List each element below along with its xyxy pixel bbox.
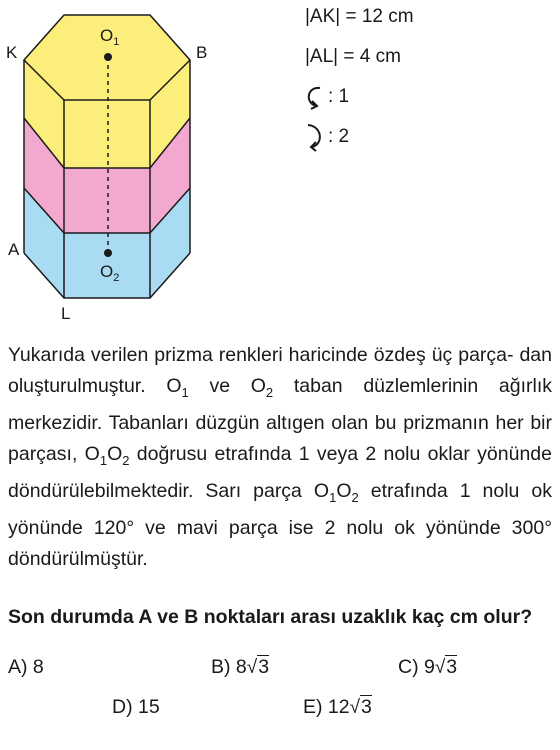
- label-o1: $O_1$: [100, 26, 120, 48]
- label-o2: $O_2$: [100, 262, 120, 284]
- rotation-2: [300, 120, 349, 154]
- rotation-1: [300, 82, 349, 112]
- givens: [305, 6, 414, 86]
- label-k: K: [6, 43, 18, 62]
- choice-b[interactable]: B) 8√3: [211, 656, 270, 678]
- given-ak: |AK| = 12 cm: [305, 6, 414, 27]
- label-b: B: [196, 43, 208, 62]
- label-l: L: [61, 304, 71, 323]
- problem-text: Yukarıda verilen prizma renkleri haricinde özdeş üç parça- dan oluşturulmuştur. $O_1$ ve $O_2$ taban düzlemlerinin ağırlık merkezidir. Tabanları düzgün altıgen olan bu prizmanın her bir parçası, $O_1O_2$ doğrusu etrafında 1 veya 2 nolu oklar yönünde döndürülebilmektedir. Sarı parça $O_1O_2$ etrafında 1 nolu ok yönünde 120° ve mavi parça ise 2 nolu ok yönünde 300° döndürülmüştür.: [8, 344, 553, 570]
- clockwise-arrow-icon: [300, 120, 328, 154]
- choice-c[interactable]: C) 9√3: [398, 656, 458, 678]
- rotation-1-label: : 1: [328, 86, 350, 107]
- label-a: A: [8, 240, 20, 259]
- choice-e[interactable]: E) 12√3: [303, 696, 372, 718]
- point-o2: [104, 249, 112, 257]
- choice-d[interactable]: D) 15: [112, 696, 160, 718]
- given-al: |AL| = 4 cm: [305, 46, 401, 67]
- rotation-2-label: : 2: [328, 126, 350, 147]
- choice-a[interactable]: A) 8: [8, 656, 44, 678]
- prism-figure: [0, 0, 220, 330]
- question-text: Son durumda A ve B noktaları arası uzaklık kaç cm olur?: [8, 606, 533, 628]
- counterclockwise-arrow-icon: [300, 82, 328, 112]
- point-o1: [104, 53, 112, 61]
